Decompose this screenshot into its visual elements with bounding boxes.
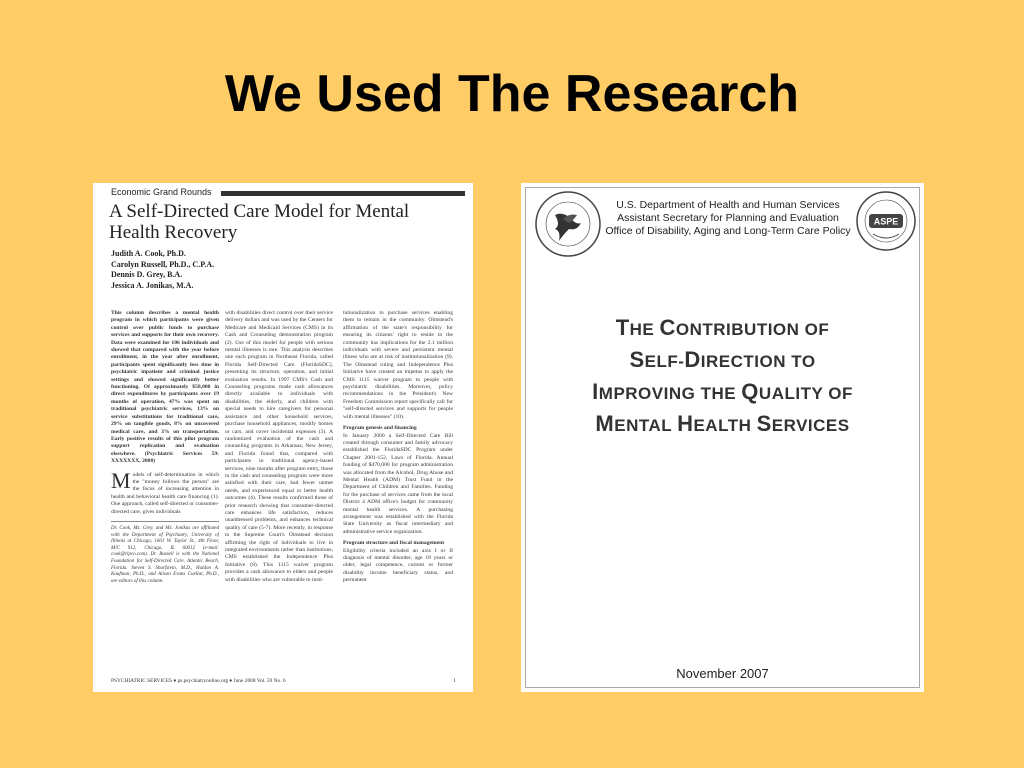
article-column-3 <box>343 310 453 680</box>
article-body-text: In January 2000 a Self-Directed Care Bill created through consumer and family advocacy established the FloridaSDC Program under Chapter 2001-152, Laws of Florida. Annual funding of $470,000 for program administration was allocated from the Alcohol, Drug Abuse and Mental Health (ADM) Trust Fund in the Department of Children and Families. Funding for the purchase of services came from the local District 4 ADM office's budget for community mental health services. A purchasing arrangement was established with the Florida State University as fiscal intermediary and administrative service organization. <box>343 432 453 535</box>
agency-line: U.S. Department of Health and Human Services <box>616 199 840 211</box>
report-date: November 2007 <box>676 666 769 681</box>
drop-cap: M <box>111 467 131 493</box>
article-authors <box>111 249 214 291</box>
article-body-text: with disabilities direct control over their service delivery dollars and was used by the Centers for Medicare and Medicaid Services (CMS) in its Cash and Counseling demonstration program (2). Use of this model for people with serious mental illnesses is rare. This analysis describes one such program in Northeast Florida, called Florida Self-Directed Care (FloridaSDC), presenting its structure, operation, and initial evaluation results. In 1997 CMS's Cash and Counseling programs made cash allowances directly available to individuals with disabilities, the elderly, and children with special needs to hire caregivers for personal assistance and other household services, purchase household appliances, modify homes or cars, and cover incidental expenses (3). A randomized evaluation of the cash and counseling programs in Arkansas, New Jersey, and Florida found that, compared with participants in traditional agency-based services, nine months after program entry, those in the cash and counseling program were more satisfied with their care, had fewer unmet needs, and experienced equal or better health outcomes (4). These results confirmed those of prior research showing that consumer-directed care enhances life satisfaction, reduces unaddressed problems, and enhances technical quality of care (5-7). More recently, in response to the Supreme Court's Olmstead decision affirming the right of individuals to live in integrated environments rather than institutions, CMS established the Independence Plus Initiative (8). This 1115 waiver program provides a cash allowance to elders and people with disabilities who are vulnerable to insti- <box>225 310 333 583</box>
article-column-1 <box>111 310 219 680</box>
aspe-seal-icon <box>855 190 917 252</box>
article-footer <box>111 678 456 684</box>
article-abstract: This column describes a mental health program in which participants were given control over public funds to purchase services and supports for their own recovery. Data were examined for 106 individuals and showed that compared with the year before enrollment, in the year after enrollment, participants spent significantly less time in psychiatric inpatient and criminal justice settings and showed significantly better functioning. Of approximately $58,000 in direct expenditures by participants over 19 months of operation, 47% was spent on traditional psychiatric services, 13% on service substitutions for traditional care, 29% on tangible goods, 8% on uncovered medical care, and 3% on transportation. Early positive results of this pilot program support replication and evaluation elsewhere. (Psychiatric Services 59: XXXXXXX, 2008) <box>111 310 219 465</box>
right-report-cover-image <box>521 183 924 692</box>
author-line: Carolyn Russell, Ph.D., C.P.A. <box>111 259 215 269</box>
article-title: A Self-Directed Care Model for Mental Health Recovery <box>109 201 410 243</box>
report-title-line-2: SELF-DIRECTION TO <box>629 347 816 372</box>
hhs-eagle-seal-icon <box>533 189 603 259</box>
section-rule <box>221 191 465 196</box>
author-line: Judith A. Cook, Ph.D. <box>111 249 186 258</box>
article-intro <box>111 467 219 516</box>
slide-title: We Used The Research <box>224 65 800 123</box>
left-article-image <box>93 183 473 692</box>
page-number: 1 <box>453 678 456 684</box>
article-subheading: Program structure and fiscal management <box>343 540 445 547</box>
article-section-label: Economic Grand Rounds <box>111 187 212 197</box>
report-title-line-1: THE CONTRIBUTION OF <box>615 315 830 340</box>
author-line: Jessica A. Jonikas, M.A. <box>111 280 194 290</box>
article-footnote: Dr. Cook, Ms. Grey, and Ms. Jonikas are affiliated with the Department of Psychiatry, University of Illinois at Chicago, 1601 W. Taylor St., 4th Floor, M/C 912, Chicago, IL 60612 (e-mail: cook@ripco.com). Dr. Russell is with the National Foundation for Self-Directed Care, Atlantic Beach, Florida. Steven S. Sharfstein, M.D., Haldon A. Kaufman, Ph.D., and Alison Evans Cuellar, Ph.D., are editors of this column. <box>111 521 219 585</box>
report-title <box>531 313 914 441</box>
agency-header <box>603 199 853 238</box>
journal-footer-text: PSYCHIATRIC SERVICES ♦ ps.psychiatryonline.org ♦ June 2008 Vol. 59 No. 6 <box>111 678 286 684</box>
article-intro-text: odels of self-determination in which the "money follows the person" are the focus of increasing attention in health and behavioral health care financing (1). One approach, called self-directed or consumer-directed care, gives individuals <box>111 471 219 515</box>
agency-line: Office of Disability, Aging and Long-Term Care Policy <box>605 225 851 237</box>
report-title-line-3: IMPROVING THE QUALITY OF <box>592 379 853 404</box>
aspe-seal-label: ASPE <box>873 216 899 227</box>
article-body-text: tutionalization to purchase services enabling them to remain in the community. Olmstead's affirmation of the state's responsibility for ensuring its citizens' right to reside in the community has implications for the 2.1 million individuals with severe and persistent mental illness who are at risk of institutionalization (9). The Olmstead ruling and Independence Plus Initiative have created an impetus to apply the CMS 1115 waiver program to people with psychiatric disabilities. Moreover, policy recommendations in the President's New Freedom Commission report specifically call for "self-directed services and supports for people with mental illnesses" (10). <box>343 310 453 420</box>
article-subheading: Program genesis and financing <box>343 425 417 432</box>
report-title-line-4: MENTAL HEALTH SERVICES <box>595 411 850 436</box>
agency-line: Assistant Secretary for Planning and Evaluation <box>617 212 839 224</box>
author-line: Dennis D. Grey, B.A. <box>111 270 183 279</box>
article-body-text: Eligibility criteria included an axis I or II diagnosis of mental disorder, age 18 years or older, legal competence, current or former disability income beneficiary status, and permanent <box>343 547 453 584</box>
article-column-2 <box>225 310 333 680</box>
